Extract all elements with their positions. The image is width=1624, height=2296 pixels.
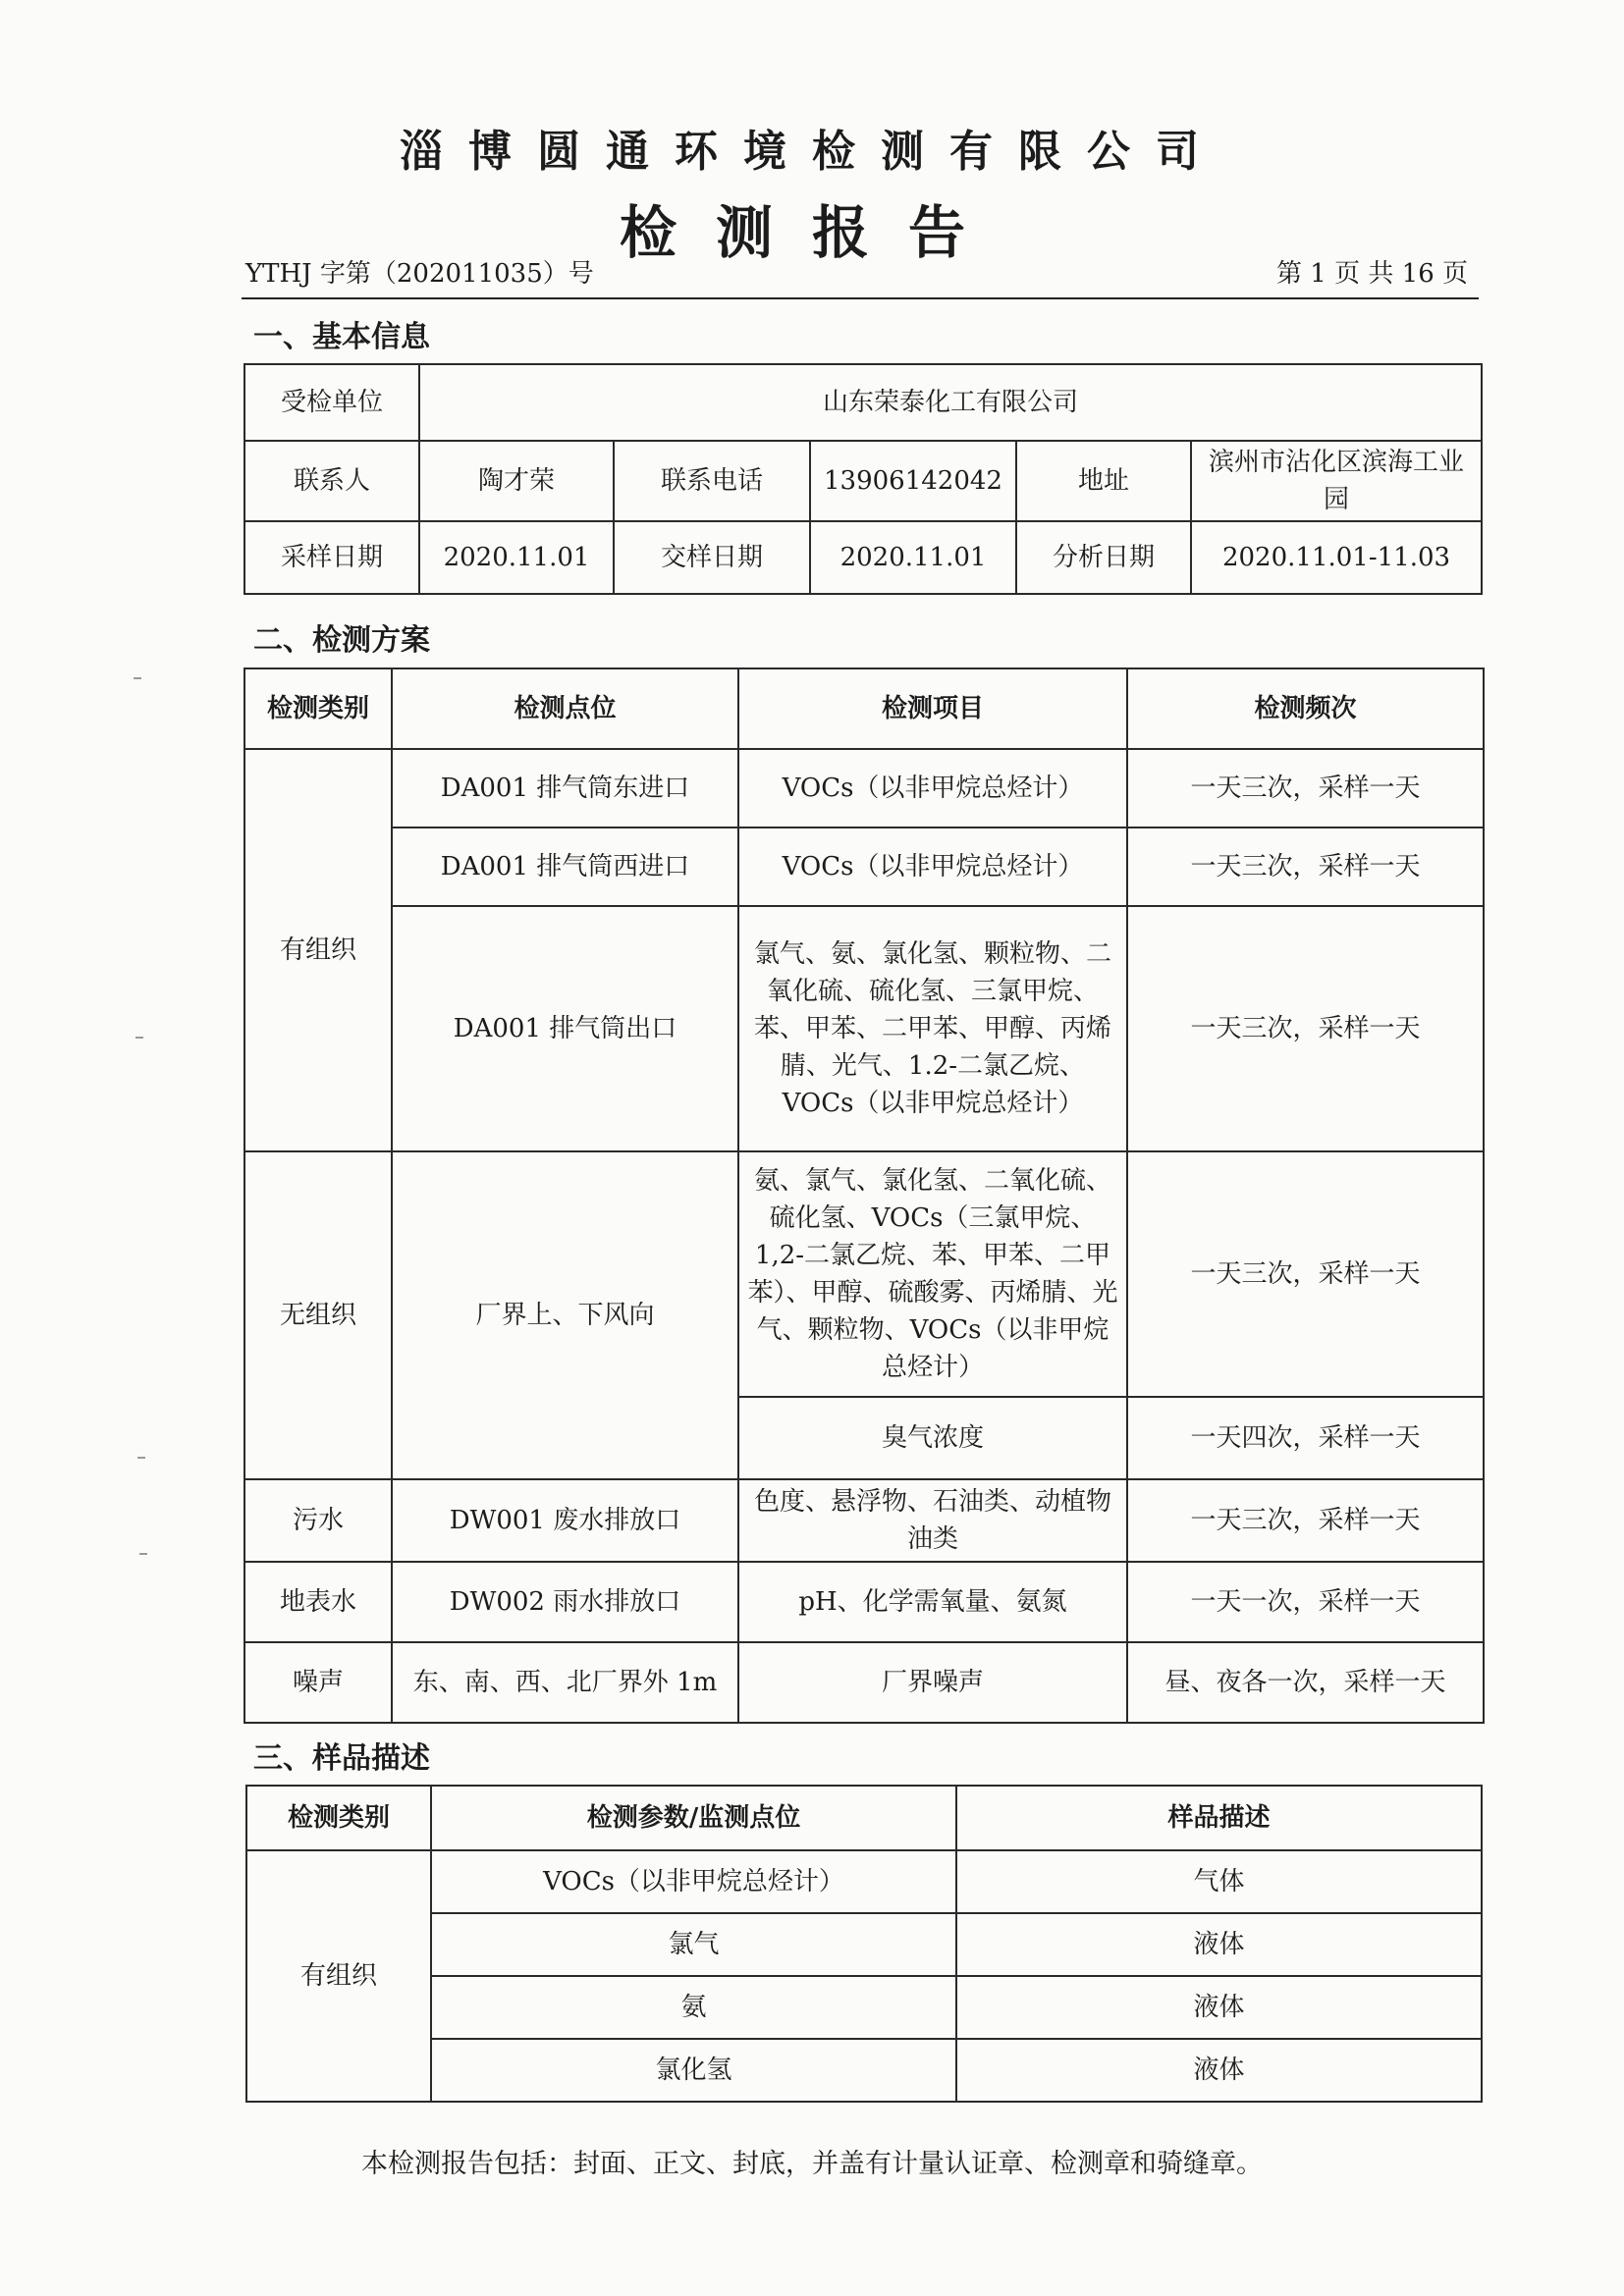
description-cell: 液体 — [956, 2039, 1482, 2102]
client-value: 山东荣泰化工有限公司 — [419, 364, 1482, 441]
point-cell: DA001 排气筒西进口 — [392, 828, 738, 906]
phone-value: 13906142042 — [810, 441, 1016, 521]
col-header-point: 检测点位 — [392, 668, 738, 749]
section-plan-heading: 二、检测方案 — [253, 623, 430, 658]
col-header-description: 样品描述 — [956, 1786, 1482, 1850]
col-header-parameter: 检测参数/监测点位 — [431, 1786, 956, 1850]
sampling-date-label: 采样日期 — [244, 521, 419, 594]
header-divider — [242, 297, 1479, 299]
point-cell: 厂界上、下风向 — [392, 1151, 738, 1479]
col-header-category: 检测类别 — [244, 668, 392, 749]
frequency-cell: 一天三次，采样一天 — [1127, 1479, 1484, 1562]
samples-table — [245, 1785, 1483, 2103]
analysis-date-value: 2020.11.01-11.03 — [1191, 521, 1482, 594]
report-title: 检测报告 — [619, 199, 1004, 266]
frequency-cell: 一天三次，采样一天 — [1127, 828, 1484, 906]
plan-table — [244, 667, 1485, 1724]
items-cell: VOCs（以非甲烷总烃计） — [738, 828, 1127, 906]
point-cell: DW001 废水排放口 — [392, 1479, 738, 1562]
section-basic-info-heading: 一、基本信息 — [253, 320, 430, 354]
category-cell: 有组织 — [244, 749, 392, 1151]
table-row — [244, 906, 1484, 1151]
section-samples-heading: 三、样品描述 — [253, 1741, 430, 1776]
scan-mark — [134, 677, 141, 679]
scan-mark — [137, 1457, 145, 1459]
items-cell: 厂界噪声 — [738, 1642, 1127, 1723]
col-header-frequency: 检测频次 — [1127, 668, 1484, 749]
table-row — [244, 521, 1482, 594]
category-cell: 噪声 — [244, 1642, 392, 1723]
delivery-date-value: 2020.11.01 — [810, 521, 1016, 594]
table-row — [244, 364, 1482, 441]
point-cell: DA001 排气筒出口 — [392, 906, 738, 1151]
report-number: YTHJ 字第（202011035）号 — [245, 259, 594, 289]
category-cell: 无组织 — [244, 1151, 392, 1479]
scan-mark — [135, 1037, 143, 1039]
items-cell: 氯气、氨、氯化氢、颗粒物、二氧化硫、硫化氢、三氯甲烷、苯、甲苯、二甲苯、甲醇、丙烯腈、光气、1.2-二氯乙烷、VOCs（以非甲烷总烃计） — [738, 906, 1127, 1151]
table-row — [246, 1850, 1482, 1913]
report-meta — [245, 253, 1468, 290]
table-row — [244, 1151, 1484, 1397]
sampling-date-value: 2020.11.01 — [419, 521, 614, 594]
scan-mark — [139, 1553, 147, 1555]
company-name: 淄博圆通环境检测有限公司 — [400, 127, 1224, 177]
address-label: 地址 — [1016, 441, 1191, 521]
table-row — [244, 749, 1484, 828]
contact-value: 陶才荣 — [419, 441, 614, 521]
address-value: 滨州市沾化区滨海工业园 — [1191, 441, 1482, 521]
table-row — [244, 1479, 1484, 1562]
analysis-date-label: 分析日期 — [1016, 521, 1191, 594]
description-cell: 液体 — [956, 1976, 1482, 2039]
frequency-cell: 一天一次，采样一天 — [1127, 1562, 1484, 1642]
category-cell: 地表水 — [244, 1562, 392, 1642]
description-cell: 液体 — [956, 1913, 1482, 1976]
table-row — [244, 1642, 1484, 1723]
delivery-date-label: 交样日期 — [614, 521, 810, 594]
category-cell: 有组织 — [246, 1850, 431, 2102]
items-cell: 氨、氯气、氯化氢、二氧化硫、硫化氢、VOCs（三氯甲烷、1,2-二氯乙烷、苯、甲苯、二甲苯）、甲醇、硫酸雾、丙烯腈、光气、颗粒物、VOCs（以非甲烷总烃计） — [738, 1151, 1127, 1397]
description-cell: 气体 — [956, 1850, 1482, 1913]
col-header-items: 检测项目 — [738, 668, 1127, 749]
frequency-cell: 一天三次，采样一天 — [1127, 906, 1484, 1151]
table-row — [244, 828, 1484, 906]
items-cell: VOCs（以非甲烷总烃计） — [738, 749, 1127, 828]
table-header-row — [244, 668, 1484, 749]
table-row — [246, 1976, 1482, 2039]
point-cell: DW002 雨水排放口 — [392, 1562, 738, 1642]
point-cell: 东、南、西、北厂界外 1m — [392, 1642, 738, 1723]
page-info: 第 1 页 共 16 页 — [1276, 259, 1468, 289]
point-cell: DA001 排气筒东进口 — [392, 749, 738, 828]
table-header-row — [246, 1786, 1482, 1850]
table-row — [246, 1913, 1482, 1976]
parameter-cell: 氯化氢 — [431, 2039, 956, 2102]
items-cell: pH、化学需氧量、氨氮 — [738, 1562, 1127, 1642]
contact-label: 联系人 — [244, 441, 419, 521]
frequency-cell: 昼、夜各一次，采样一天 — [1127, 1642, 1484, 1723]
col-header-category: 检测类别 — [246, 1786, 431, 1850]
frequency-cell: 一天四次，采样一天 — [1127, 1397, 1484, 1479]
table-row — [246, 2039, 1482, 2102]
phone-label: 联系电话 — [614, 441, 810, 521]
items-cell: 臭气浓度 — [738, 1397, 1127, 1479]
basic-info-table — [244, 363, 1483, 595]
client-label: 受检单位 — [244, 364, 419, 441]
parameter-cell: VOCs（以非甲烷总烃计） — [431, 1850, 956, 1913]
footer-note: 本检测报告包括：封面、正文、封底，并盖有计量认证章、检测章和骑缝章。 — [361, 2149, 1263, 2179]
parameter-cell: 氨 — [431, 1976, 956, 2039]
parameter-cell: 氯气 — [431, 1913, 956, 1976]
items-cell: 色度、悬浮物、石油类、动植物油类 — [738, 1479, 1127, 1562]
category-cell: 污水 — [244, 1479, 392, 1562]
table-row — [244, 1562, 1484, 1642]
frequency-cell: 一天三次，采样一天 — [1127, 749, 1484, 828]
frequency-cell: 一天三次，采样一天 — [1127, 1151, 1484, 1397]
table-row — [244, 441, 1482, 521]
